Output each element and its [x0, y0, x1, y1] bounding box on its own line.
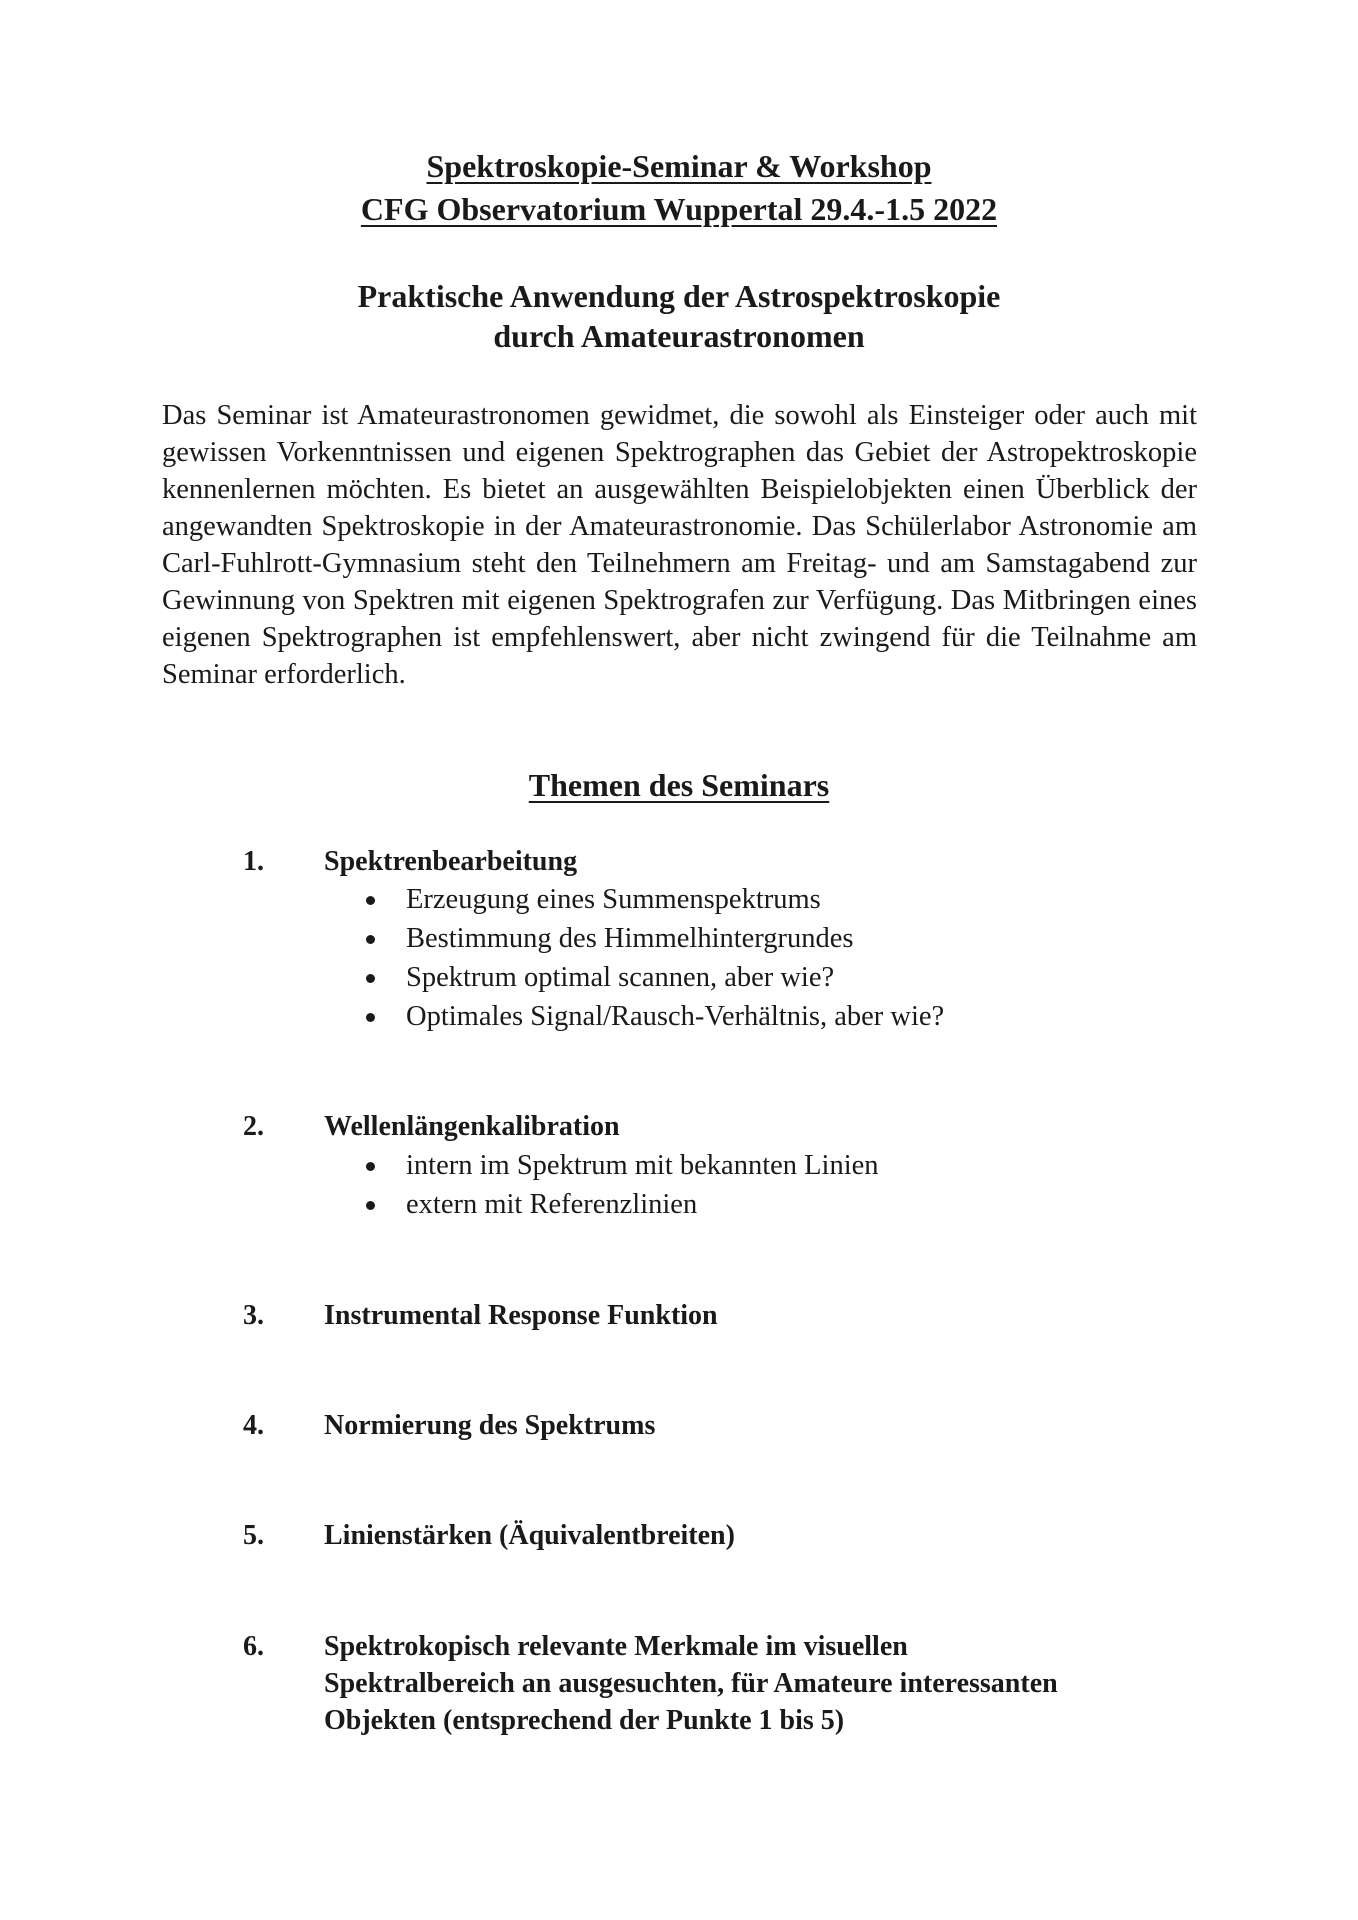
list-item: Optimales Signal/Rausch-Verhältnis, aber wie?	[366, 997, 944, 1036]
bullet-icon	[366, 1013, 375, 1022]
topic-1-bullets	[366, 880, 944, 1036]
topic-5-number: 5.	[243, 1520, 264, 1551]
list-item: Erzeugung eines Summenspektrums	[366, 880, 944, 919]
topic-5-title: Linienstärken (Äquivalentbreiten)	[324, 1520, 735, 1551]
list-item: intern im Spektrum mit bekannten Linien	[366, 1146, 879, 1185]
title-line-1: Spektroskopie-Seminar & Workshop	[426, 148, 932, 184]
subtitle-line-1: Praktische Anwendung der Astrospektroskopie	[357, 278, 1001, 314]
topic-2-bullets	[366, 1146, 879, 1224]
document-title	[0, 146, 1358, 186]
topic-2-title: Wellenlängenkalibration	[324, 1111, 620, 1142]
topic-1-title: Spektrenbearbeitung	[324, 846, 578, 877]
topic-3-title: Instrumental Response Funktion	[324, 1300, 718, 1331]
bullet-icon	[366, 935, 375, 944]
topic-3-number: 3.	[243, 1300, 264, 1331]
topic-6-title-line-1: Spektrokopisch relevante Merkmale im visuellen	[324, 1631, 908, 1662]
topics-heading-text: Themen des Seminars	[528, 767, 830, 803]
topic-4-title: Normierung des Spektrums	[324, 1410, 656, 1441]
bullet-icon	[366, 1162, 375, 1171]
topic-1-number: 1.	[243, 846, 264, 877]
topics-heading	[0, 765, 1358, 805]
list-item: Bestimmung des Himmelhintergrundes	[366, 919, 944, 958]
topic-6-title-line-2: Spektralbereich an ausgesuchten, für Amateure interessanten	[324, 1668, 1058, 1699]
topic-2-number: 2.	[243, 1111, 264, 1142]
document-title-line-2	[0, 189, 1358, 229]
title-line-2: CFG Observatorium Wuppertal 29.4.-1.5 2022	[360, 191, 998, 227]
bullet-icon	[366, 896, 375, 905]
bullet-icon	[366, 974, 375, 983]
list-item: Spektrum optimal scannen, aber wie?	[366, 958, 944, 997]
topic-4-number: 4.	[243, 1410, 264, 1441]
list-item: extern mit Referenzlinien	[366, 1185, 879, 1224]
subtitle-line-2: durch Amateurastronomen	[493, 318, 865, 354]
intro-paragraph: Das Seminar ist Amateurastronomen gewidmet, die sowohl als Einsteiger oder auch mit gewissen Vorkenntnissen und eigenen Spektrographen das Gebiet der Astropektroskopie kennenlernen möchten. Es bietet an ausgewählten Beispielobjekten einen Überblick der angewandten Spektroskopie in der Amateurastronomie. Das Schülerlabor Astronomie am Carl-Fuhlrott-Gymnasium steht den Teilnehmern am Freitag- und am Samstagabend zur Gewinnung von Spektren mit eigenen Spektrografen zur Verfügung. Das Mitbringen eines eigenen Spektrographen ist empfehlenswert, aber nicht zwingend für die Teilnahme am Seminar erforderlich.	[162, 400, 1197, 690]
bullet-icon	[366, 1201, 375, 1210]
topic-6-number: 6.	[243, 1631, 264, 1662]
topic-6-title-line-3: Objekten (entsprechend der Punkte 1 bis 5)	[324, 1705, 845, 1736]
